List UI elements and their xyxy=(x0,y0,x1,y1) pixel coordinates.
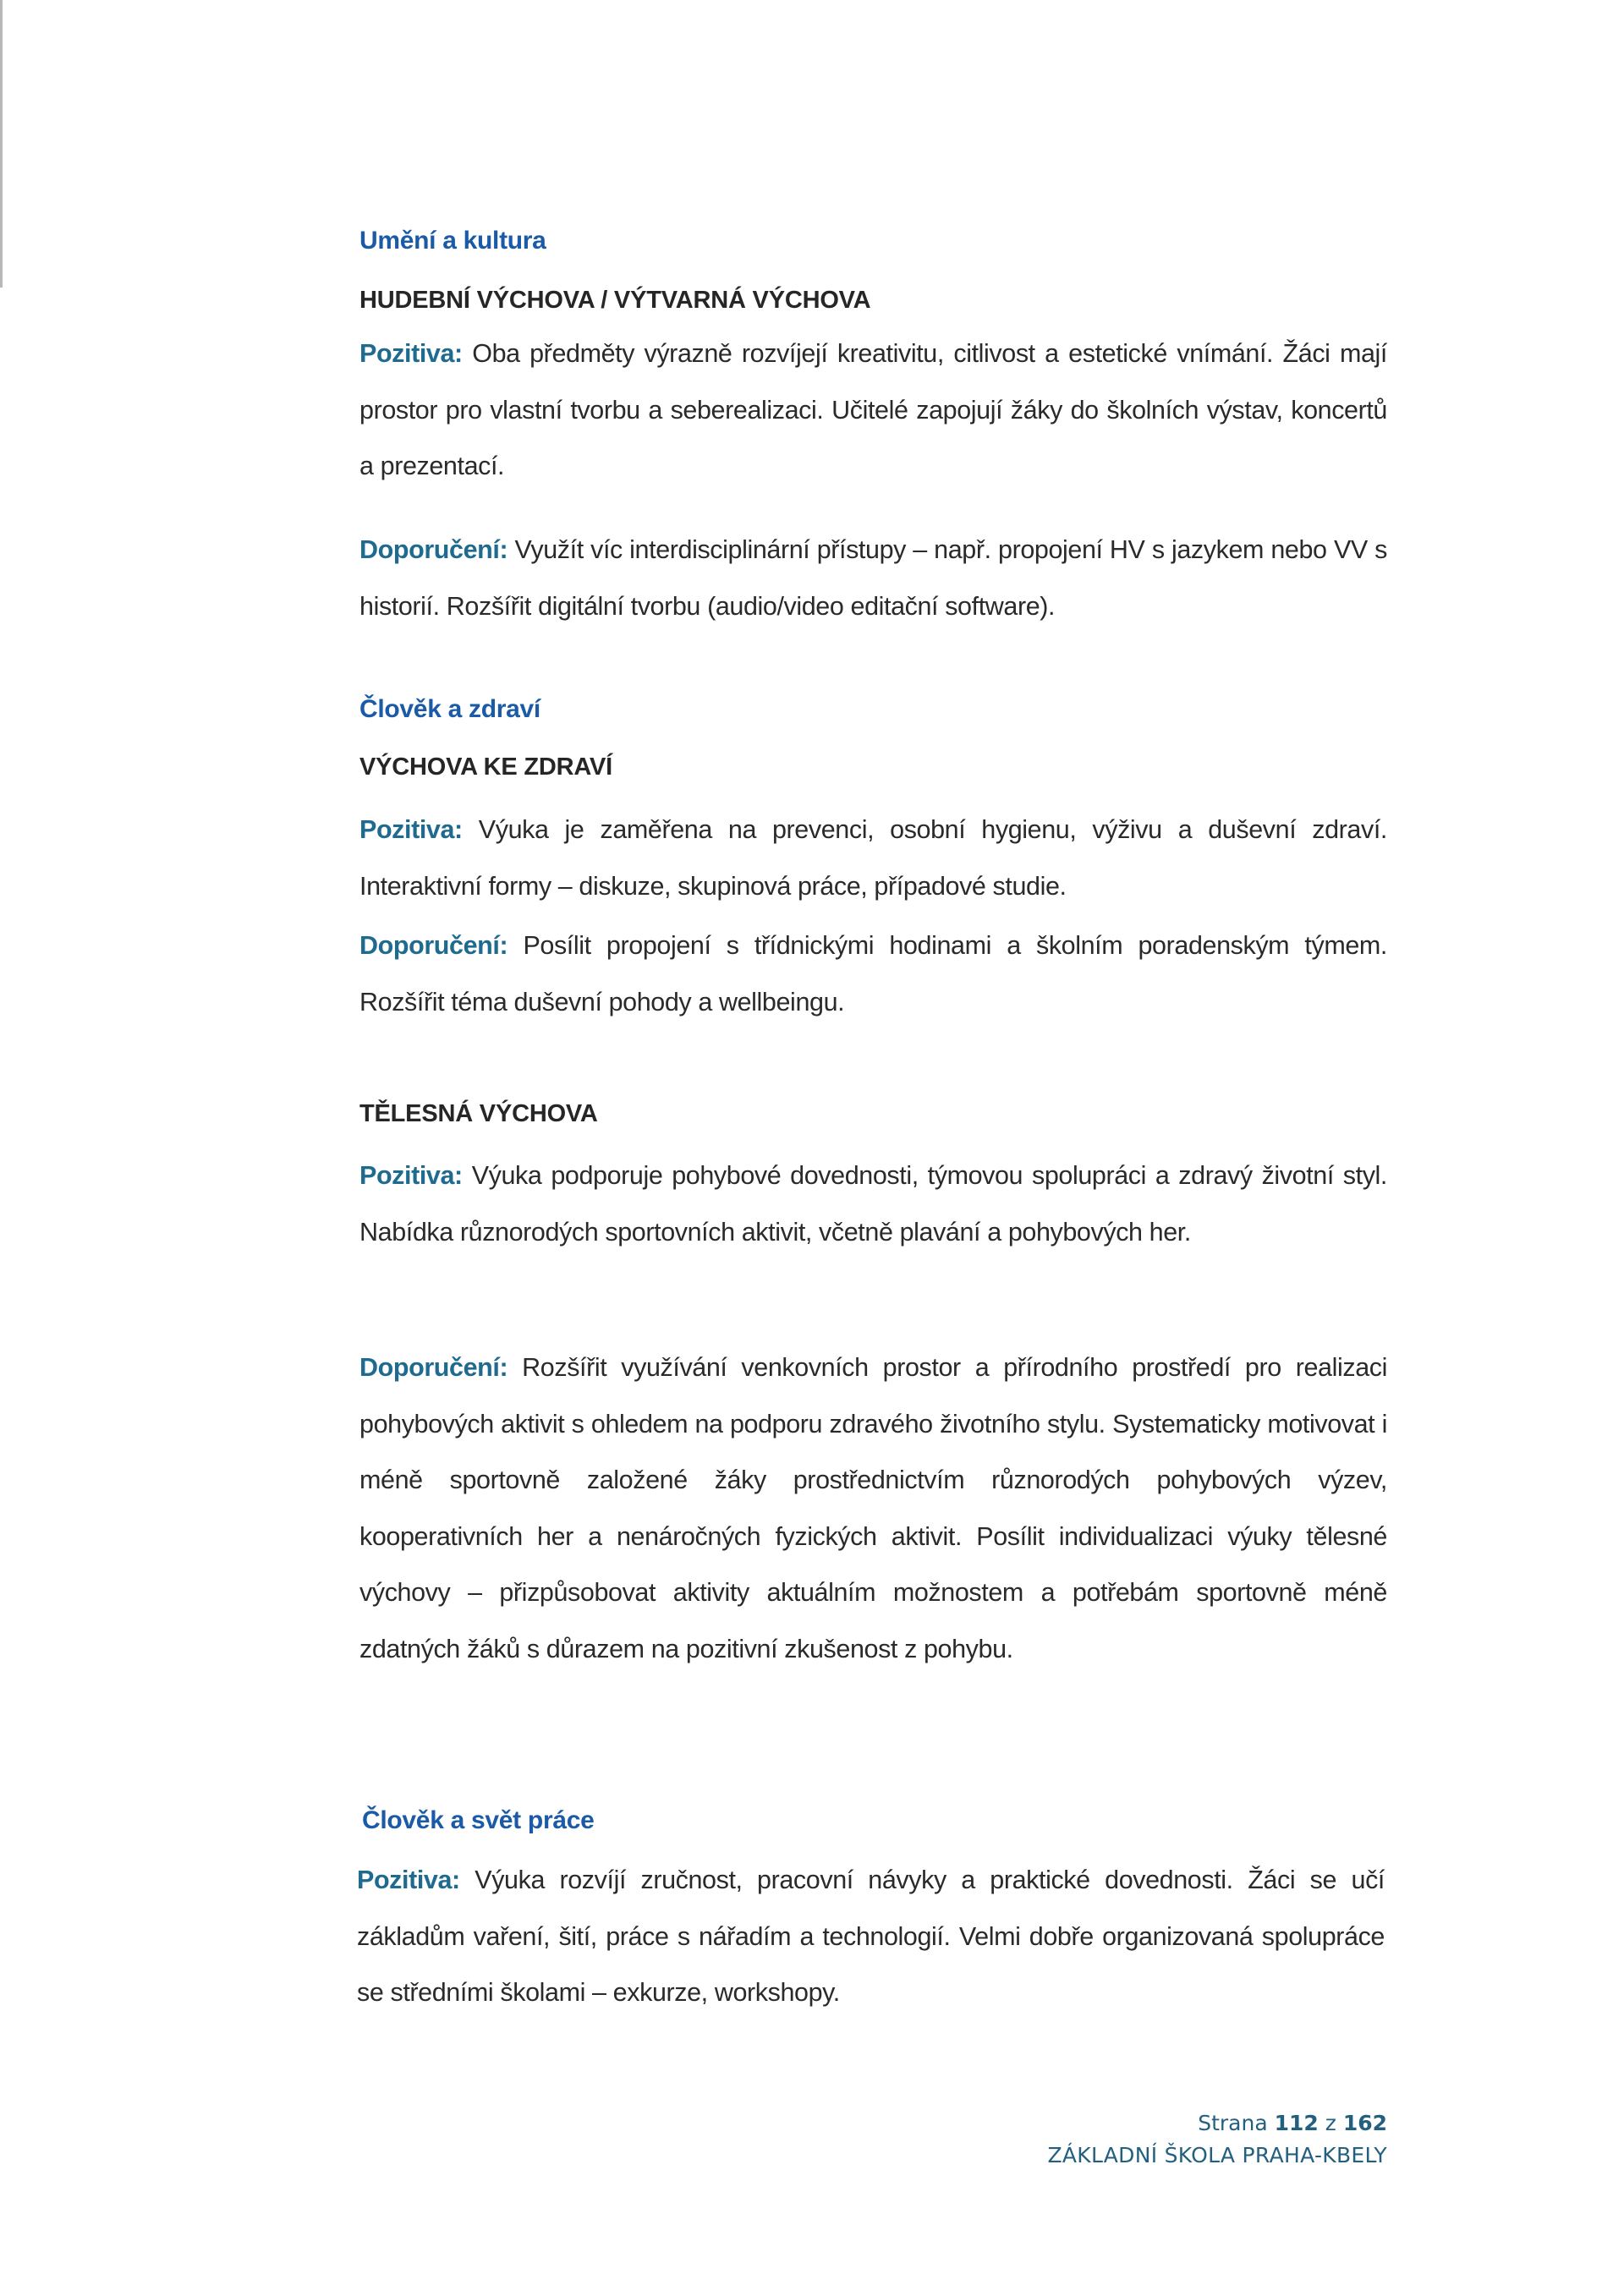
doporuceni-text: Rozšířit využívání venkovních prostor a přírodního prostředí pro realizaci pohybových aktivit s ohledem na podporu zdravého životního stylu. Systematicky motivovat i méně sportovně založené žáky prostřednictvím různorodých pohybových výzev, kooperativních her a nenáročných fyzických aktivit. Posílit individualizaci výuky tělesné výchovy – přizpůsobovat aktivity aktuálním možnostem a potřebám sportovně méně zdatných žáků s důrazem na pozitivní zkušenost z pohybu. xyxy=(359,1353,1387,1663)
page-footer xyxy=(1047,2107,1387,2172)
page-current: 112 xyxy=(1274,2111,1319,2135)
page-total: 162 xyxy=(1342,2111,1387,2135)
pozitiva-label: Pozitiva: xyxy=(359,339,463,368)
page-prefix: Strana xyxy=(1198,2111,1268,2135)
page-separator: z xyxy=(1325,2111,1336,2135)
doporuceni-paragraph xyxy=(359,1340,1387,1677)
subject-heading-vychova-ke-zdravi: VÝCHOVA KE ZDRAVÍ xyxy=(359,753,612,781)
section-heading-clovek-a-svet-prace: Člověk a svět práce xyxy=(362,1806,595,1834)
subject-heading-telesna-vychova: TĚLESNÁ VÝCHOVA xyxy=(359,1100,598,1127)
doporuceni-paragraph xyxy=(359,918,1387,1030)
scan-edge xyxy=(0,0,3,288)
doporuceni-label: Doporučení: xyxy=(359,931,508,960)
pozitiva-paragraph xyxy=(359,802,1387,914)
doporuceni-text: Posílit propojení s třídnickými hodinami a školním poradenským týmem. Rozšířit téma duševní pohody a wellbeingu. xyxy=(359,931,1387,1016)
section-heading-umeni-a-kultura: Umění a kultura xyxy=(359,227,546,255)
doporuceni-paragraph xyxy=(359,522,1387,634)
pozitiva-label: Pozitiva: xyxy=(359,1161,463,1190)
pozitiva-paragraph xyxy=(359,326,1387,495)
pozitiva-text: Oba předměty výrazně rozvíjejí kreativitu, citlivost a estetické vnímání. Žáci mají prostor pro vlastní tvorbu a seberealizaci. Učitelé zapojují žáky do školních výstav, koncertů a prezentací. xyxy=(359,339,1387,480)
school-name: ZÁKLADNÍ ŠKOLA PRAHA-KBELY xyxy=(1047,2143,1387,2167)
pozitiva-text: Výuka podporuje pohybové dovednosti, týmovou spolupráci a zdravý životní styl. Nabídka různorodých sportovních aktivit, včetně plavání a pohybových her. xyxy=(359,1161,1388,1247)
pozitiva-text: Výuka je zaměřena na prevenci, osobní hygienu, výživu a duševní zdraví. Interaktivní formy – diskuze, skupinová práce, případové studie. xyxy=(359,815,1387,901)
pozitiva-paragraph xyxy=(357,1852,1385,2021)
doporuceni-text: Využít víc interdisciplinární přístupy – např. propojení HV s jazykem nebo VV s historií. Rozšířit digitální tvorbu (audio/video editační software). xyxy=(359,535,1388,621)
pozitiva-label: Pozitiva: xyxy=(357,1866,460,1894)
doporuceni-label: Doporučení: xyxy=(359,535,508,564)
pozitiva-paragraph xyxy=(359,1148,1387,1260)
page-number xyxy=(1047,2107,1387,2140)
subject-heading-hv-vv: HUDEBNÍ VÝCHOVA / VÝTVARNÁ VÝCHOVA xyxy=(359,287,871,314)
doporuceni-label: Doporučení: xyxy=(359,1353,508,1382)
section-heading-clovek-a-zdravi: Člověk a zdraví xyxy=(359,695,540,723)
pozitiva-label: Pozitiva: xyxy=(359,815,463,844)
pozitiva-text: Výuka rozvíjí zručnost, pracovní návyky a praktické dovednosti. Žáci se učí základům vaření, šití, práce s nářadím a technologií. Velmi dobře organizovaná spolupráce se středními školami – exkurze, workshopy. xyxy=(357,1866,1385,2007)
